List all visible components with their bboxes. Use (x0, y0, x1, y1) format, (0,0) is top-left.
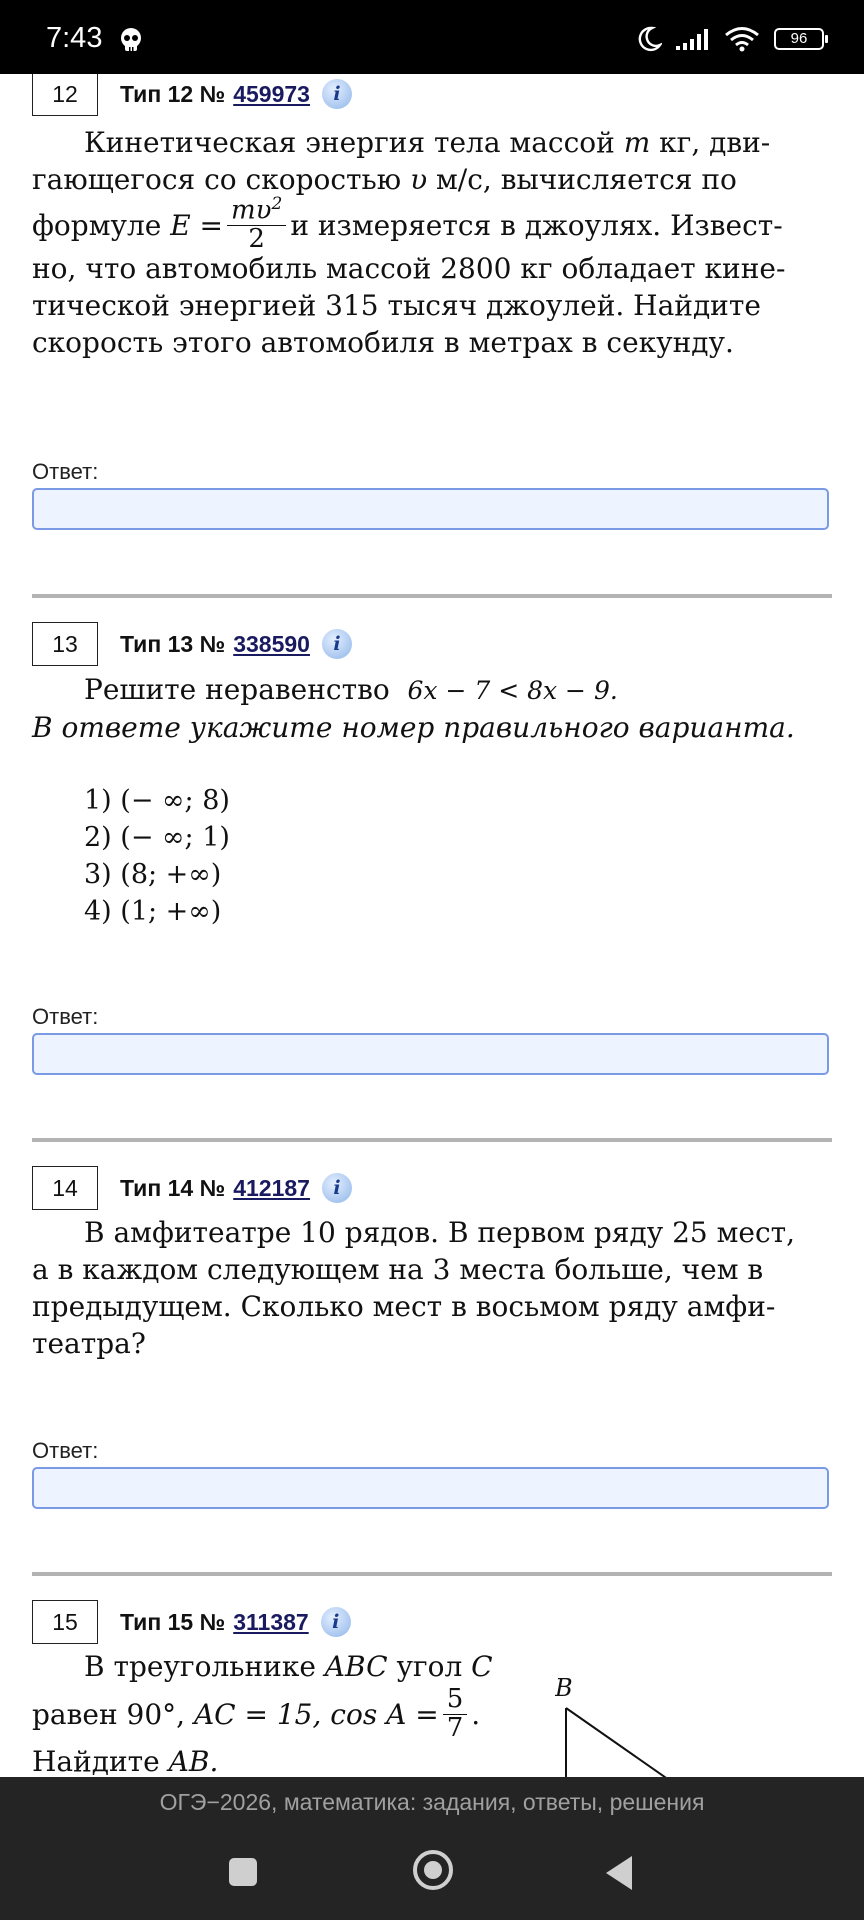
options-list (84, 782, 230, 930)
task-header (32, 622, 352, 666)
app-title: ОГЭ−2026, математика: задания, ответы, решения (159, 1789, 705, 1815)
task-text: Кинетическая энергия тела массой m кг, дви- гающегося со скоростью υ м/с, вычисляется по формуле E = $\frac{m\upsilon^2}{2}$ и измеряется в джоулях. Извест- но, что автомобиль массой 2800 кг обладает кине- тической энергией 315 тысяч джоулей. Найдите скорость этого автомобиля в метрах в секунду. (32, 126, 786, 359)
task-list[interactable] (0, 74, 864, 1777)
formula: E = (170, 208, 224, 242)
wifi-icon (724, 26, 760, 52)
task-id-link[interactable]: 459973 (233, 80, 310, 107)
status-time: 7:43 (46, 22, 103, 54)
vertex-label-b: B (555, 1674, 573, 1702)
info-icon[interactable]: i (322, 1173, 352, 1203)
answer-label: Ответ: (32, 459, 99, 484)
task-id-link[interactable]: 311387 (233, 1608, 309, 1635)
task-header (32, 1600, 351, 1644)
task-type: Тип 12 № (120, 80, 226, 107)
option-item: 3) (8; +∞) (84, 859, 222, 890)
option-item: 2) (− ∞; 1) (84, 822, 230, 853)
skull-icon (118, 28, 144, 52)
task-number: 14 (32, 1166, 98, 1210)
task-text: В амфитеатре 10 рядов. В первом ряду 25 мест, а в каждом следующем на 3 места больше, чем в предыдущем. Сколько мест в восьмом ряду амфи- театра? (32, 1216, 796, 1360)
divider (32, 1572, 832, 1576)
task-number: 12 (32, 74, 98, 116)
option-item: 4) (1; +∞) (84, 896, 222, 927)
triangle-figure (555, 1674, 815, 1777)
answer-input[interactable] (32, 1467, 829, 1509)
status-icons (636, 24, 824, 54)
task-number: 13 (32, 622, 98, 666)
answer-input[interactable] (32, 1033, 829, 1075)
task-type: Тип 15 № (120, 1608, 226, 1635)
info-icon[interactable]: i (322, 79, 352, 109)
answer-input[interactable] (32, 488, 829, 530)
battery-icon: 96 (774, 28, 824, 50)
task-header (32, 1166, 352, 1210)
task-id-link[interactable]: 412187 (233, 1174, 310, 1201)
divider (32, 594, 832, 598)
task-text: В треугольнике ABC угол C равен 90°, AC = 15, cos A = $\frac{5}{7}$ . Найдите AB. (32, 1650, 493, 1777)
task-type: Тип 13 № (120, 630, 226, 657)
task-type: Тип 14 № (120, 1174, 226, 1201)
answer-label: Ответ: (32, 1438, 99, 1463)
signal-icon (676, 28, 710, 50)
divider (32, 1138, 832, 1142)
info-icon[interactable]: i (321, 1607, 351, 1637)
task-id-link[interactable]: 338590 (233, 630, 310, 657)
answer-label: Ответ: (32, 1004, 99, 1029)
fraction: $\frac{5}{7}$ (443, 1686, 468, 1742)
task-number: 15 (32, 1600, 98, 1644)
info-icon[interactable]: i (322, 629, 352, 659)
fraction: $\frac{m\upsilon^2}{2}$ (227, 196, 286, 253)
bottom-bar (0, 1777, 864, 1920)
task-text: Решите неравенство 6x − 7 < 8x − 9. В ответе укажите номер правильного варианта. (32, 673, 795, 744)
task-header (32, 74, 352, 116)
status-bar (0, 0, 864, 74)
home-button[interactable] (413, 1850, 453, 1890)
back-button[interactable] (606, 1856, 632, 1890)
option-item: 1) (− ∞; 8) (84, 785, 230, 816)
recents-button[interactable] (229, 1858, 257, 1886)
moon-icon (636, 25, 662, 53)
